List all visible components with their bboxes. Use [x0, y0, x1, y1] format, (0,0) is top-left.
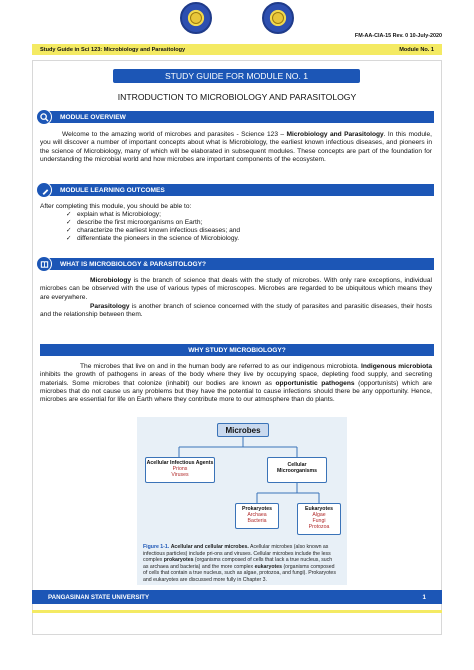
university-name: PANGASINAN STATE UNIVERSITY [48, 593, 150, 601]
overview-heading: MODULE OVERVIEW [60, 113, 126, 121]
checkmark-icon: ✓ [66, 235, 72, 243]
footer-accent-line [32, 610, 442, 613]
figure-caption: Figure 1-1. Acellular and cellular microbes. Acellular microbes (also known as infectious particles) include pri-ons and viruses. Cellular microbes include the less complex prokaryotes (organisms composed of cells that lack a true nucleus, such as archaea and bacteria) and the more complex eukaryotes (organisms composed of cells that contain a true nucleus, such as algae, protozoa, and fungi). Prokaryotes and eukaryotes are discussed more fully in Chapter 3. [143, 544, 336, 583]
module-line: Module No. 1 [399, 46, 434, 53]
overview-heading-bar [40, 111, 434, 123]
checkmark-icon: ✓ [66, 219, 72, 227]
why-paragraph: The microbes that live on and in the human body are referred to as our indigenous microbiota. Indigenous microbiota inhibits the growth of pathogens in areas of the body where they live by occupying space, depleting food supply, and secreting materials. Some microbes that colonize (inhabit) our bodies are known as opportunistic pathogens (opportunists) which are microbes that do not cause us any problems but they have the potential to cause infections should there be any opportunity. Hence, microbes are essential for life on Earth where they contribute more to our atmosphere than do plants. [40, 363, 432, 404]
what-is-heading: WHAT IS MICROBIOLOGY & PARASITOLOGY? [60, 260, 207, 268]
outcomes-list [40, 203, 240, 243]
diagram-node-microbes: Microbes [217, 423, 269, 437]
magnifier-icon [36, 109, 52, 125]
diagram-node-acellular: Acellular Infectious Agents Prions Viruses [145, 457, 215, 483]
diagram-node-prokaryotes: Prokaryotes Archaea Bacteria [235, 503, 279, 529]
diagram-node-eukaryotes: Eukaryotes Algae Fungi Protozoa [297, 503, 341, 535]
diagram-node-cellular: Cellular Microorganisms [267, 457, 327, 483]
checkmark-icon: ✓ [66, 227, 72, 235]
list-item: ✓ differentiate the pioneers in the science of Microbiology. [66, 235, 240, 243]
microbiology-definition: Microbiology is the branch of science that deals with the study of microbes. With only rare exceptions, individual microbes can be observed with the use of various types of microscopes. Microbes are regarded to be ubiquitous which means they are everywhere. [40, 277, 432, 301]
why-heading-bar [40, 344, 434, 356]
what-is-heading-bar [40, 258, 434, 270]
university-seal-logo [180, 2, 212, 34]
outcomes-heading-bar [40, 184, 434, 196]
book-icon [36, 256, 52, 272]
form-code: FM-AA-CIA-15 Rev. 0 10-July-2020 [354, 33, 442, 39]
overview-paragraph: Welcome to the amazing world of microbes and parasites - Science 123 – Microbiology and Parasitology. In this module, you will discover a number of important concepts about what is Microbiology, the earliest known infectious diseases, and pioneers in the science of Microbiology, many of which will be elaborated in subsequent modules. These concepts are part of the foundation for understanding the microbial world and how microbes are important components of the ecosystem. [40, 131, 432, 163]
outcomes-heading: MODULE LEARNING OUTCOMES [60, 186, 165, 194]
why-heading: WHY STUDY MICROBIOLOGY? [188, 346, 286, 354]
certification-seal-logo [262, 2, 294, 34]
list-item: ✓ explain what is Microbiology; [66, 211, 161, 219]
header-bar [32, 44, 442, 55]
list-item: ✓ describe the first microorganisms on Earth; [66, 219, 203, 227]
course-line: Study Guide in Sci 123: Microbiology and Parasitology [40, 46, 186, 53]
page-number: 1 [422, 593, 426, 601]
pencil-icon [36, 182, 52, 198]
module-subtitle: INTRODUCTION TO MICROBIOLOGY AND PARASITOLOGY [117, 92, 357, 102]
list-item: ✓ characterize the earliest known infectious diseases; and [66, 227, 241, 235]
checkmark-icon: ✓ [66, 211, 72, 219]
footer-bar [32, 590, 442, 604]
parasitology-definition: Parasitology is another branch of science concerned with the study of parasites and parasitic diseases, their hosts and the relationship between them. [40, 303, 432, 319]
page-title: STUDY GUIDE FOR MODULE NO. 1 [113, 69, 360, 83]
outcomes-intro: After completing this module, you should be able to: [40, 203, 192, 210]
